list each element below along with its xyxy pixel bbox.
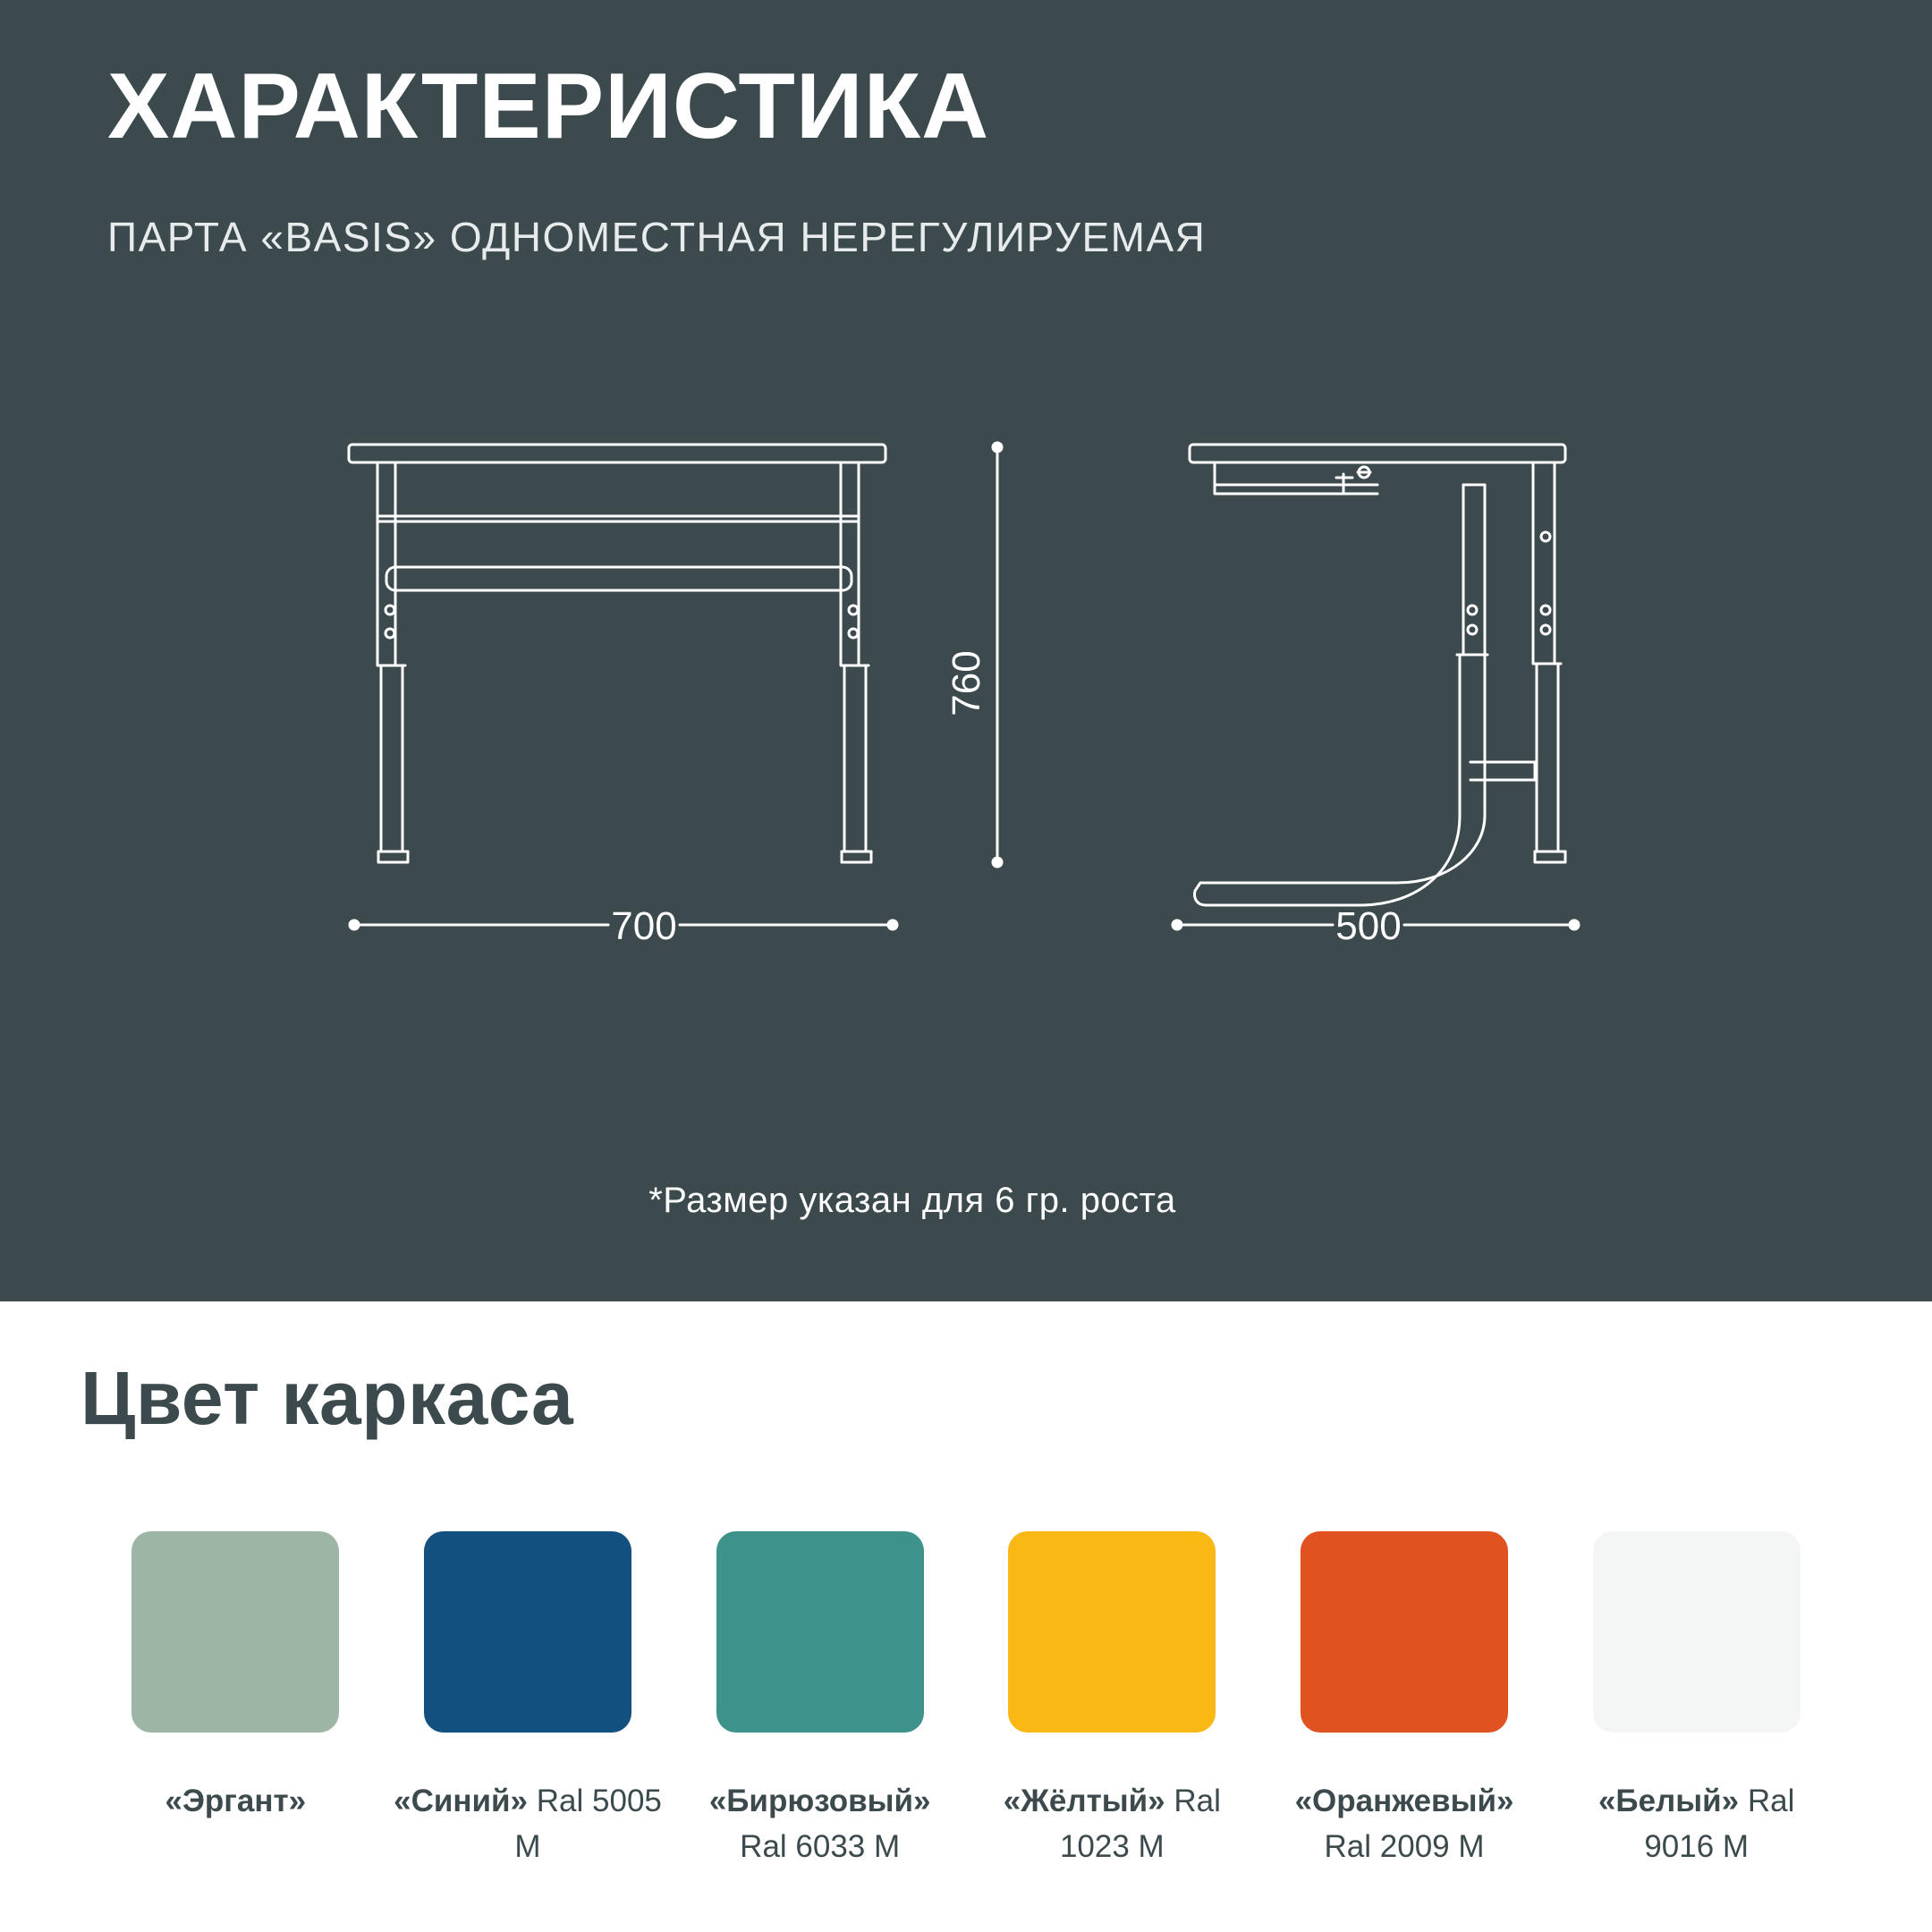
swatch-code: Ral 5005 M — [514, 1784, 662, 1864]
product-subtitle: ПАРТА «BASIS» ОДНОМЕСТНАЯ НЕРЕГУЛИРУЕМАЯ — [107, 214, 1207, 261]
swatch-label — [1563, 1779, 1831, 1870]
swatch-label — [686, 1779, 954, 1870]
swatch-code: Ral 6033 M — [740, 1828, 901, 1864]
swatch-name: «Жёлтый» — [1003, 1784, 1165, 1818]
dimension-depth-label: 500 — [1335, 904, 1402, 949]
swatch-chip[interactable] — [1593, 1531, 1801, 1733]
color-swatch-blue[interactable] — [382, 1531, 674, 1870]
swatch-label — [978, 1779, 1246, 1870]
color-swatch-ergant[interactable] — [89, 1531, 382, 1870]
swatch-label — [394, 1779, 662, 1870]
color-swatch-white[interactable] — [1550, 1531, 1843, 1870]
technical-drawing — [107, 315, 1932, 1165]
color-swatch-yellow[interactable] — [966, 1531, 1258, 1870]
color-swatch-list — [80, 1531, 1843, 1870]
color-swatch-orange[interactable] — [1258, 1531, 1551, 1870]
frame-color-panel — [0, 1301, 1932, 1932]
desk-drawing-svg — [107, 315, 1932, 1165]
swatch-name: «Эргант» — [165, 1784, 307, 1818]
color-swatch-turquoise[interactable] — [674, 1531, 966, 1870]
swatch-label — [101, 1779, 369, 1825]
swatch-chip[interactable] — [1301, 1531, 1508, 1733]
swatch-chip[interactable] — [424, 1531, 631, 1733]
dimension-height-label: 760 — [945, 650, 988, 717]
swatch-chip[interactable] — [1008, 1531, 1216, 1733]
swatch-name: «Белый» — [1597, 1784, 1740, 1818]
swatch-name: «Бирюзовый» — [708, 1784, 931, 1818]
size-note: *Размер указан для 6 гр. роста — [648, 1181, 1176, 1220]
swatch-chip[interactable] — [131, 1531, 339, 1733]
swatch-chip[interactable] — [716, 1531, 924, 1733]
swatch-name: «Синий» — [394, 1784, 529, 1818]
colors-title: Цвет каркаса — [80, 1356, 574, 1440]
swatch-code: Ral 1023 M — [1059, 1784, 1221, 1864]
dimension-width-label: 700 — [611, 904, 677, 949]
swatch-code: Ral 9016 M — [1644, 1784, 1795, 1864]
swatch-code: Ral 2009 M — [1324, 1828, 1485, 1864]
swatch-label — [1270, 1779, 1538, 1870]
page-title: ХАРАКТЕРИСТИКА — [107, 55, 990, 158]
swatch-name: «Оранжевый» — [1294, 1784, 1514, 1818]
